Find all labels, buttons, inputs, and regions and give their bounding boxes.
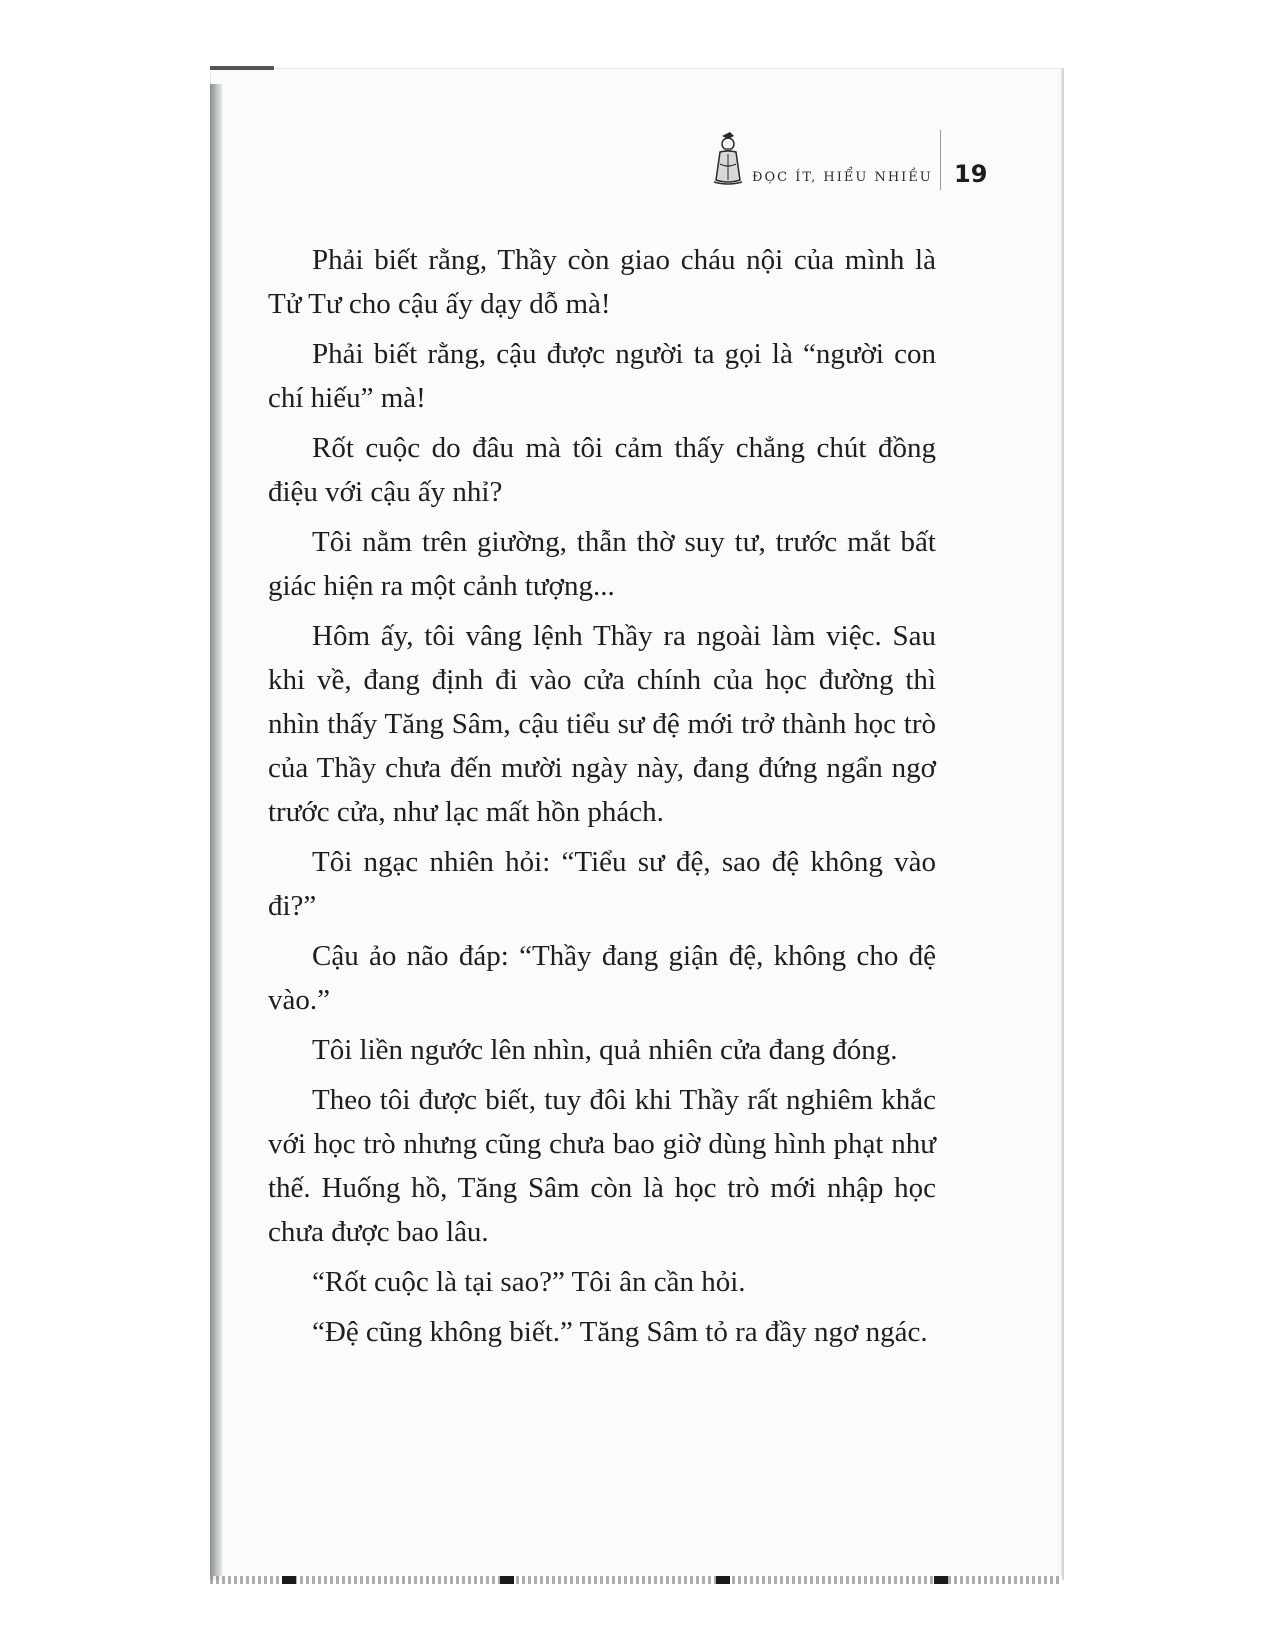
crop-mark (716, 1576, 730, 1584)
page-header (700, 130, 1000, 190)
paragraph: “Rốt cuộc là tại sao?” Tôi ân cần hỏi. (312, 1266, 746, 1298)
crop-mark (500, 1576, 514, 1584)
paragraph: Cậu ảo não đáp: “Thầy đang giận đệ, không cho đệ vào.” (268, 940, 936, 1016)
running-title: ĐỌC ÍT, HIỂU NHIỀU (752, 170, 933, 185)
paragraph: Phải biết rằng, Thầy còn giao cháu nội của mình là Tử Tư cho cậu ấy dạy dỗ mà! (268, 244, 936, 320)
paragraph: Tôi liền ngước lên nhìn, quả nhiên cửa đang đóng. (312, 1034, 898, 1066)
paragraph: Theo tôi được biết, tuy đôi khi Thầy rất nghiêm khắc với học trò nhưng cũng chưa bao giờ dùng hình phạt như thế. Huống hồ, Tăng Sâm còn là học trò mới nhập học chưa được bao lâu. (268, 1084, 936, 1248)
page-top-edge (210, 66, 274, 70)
crop-mark (934, 1576, 948, 1584)
paragraph: “Đệ cũng không biết.” Tăng Sâm tỏ ra đầy ngơ ngác. (312, 1316, 928, 1348)
paragraph: Rốt cuộc do đâu mà tôi cảm thấy chẳng chút đồng điệu với cậu ấy nhỉ? (268, 432, 936, 508)
paragraph: Hôm ấy, tôi vâng lệnh Thầy ra ngoài làm việc. Sau khi về, đang định đi vào cửa chính của học đường thì nhìn thấy Tăng Sâm, cậu tiểu sư đệ mới trở thành học trò của Thầy chưa đến mười ngày này, đang đứng ngẩn ngơ trước cửa, như lạc mất hồn phách. (268, 620, 936, 828)
paragraph: Tôi nằm trên giường, thẫn thờ suy tư, trước mắt bất giác hiện ra một cảnh tượng... (268, 526, 936, 602)
crop-mark (282, 1576, 296, 1584)
paragraph: Phải biết rằng, cậu được người ta gọi là “người con chí hiếu” mà! (268, 338, 936, 414)
scholar-figure-icon (710, 130, 746, 186)
header-divider (940, 130, 941, 190)
page-binding-edge (210, 84, 222, 1580)
body-text (268, 238, 936, 1360)
page-number: 19 (954, 160, 988, 188)
paragraph: Tôi ngạc nhiên hỏi: “Tiểu sư đệ, sao đệ không vào đi?” (268, 846, 936, 922)
